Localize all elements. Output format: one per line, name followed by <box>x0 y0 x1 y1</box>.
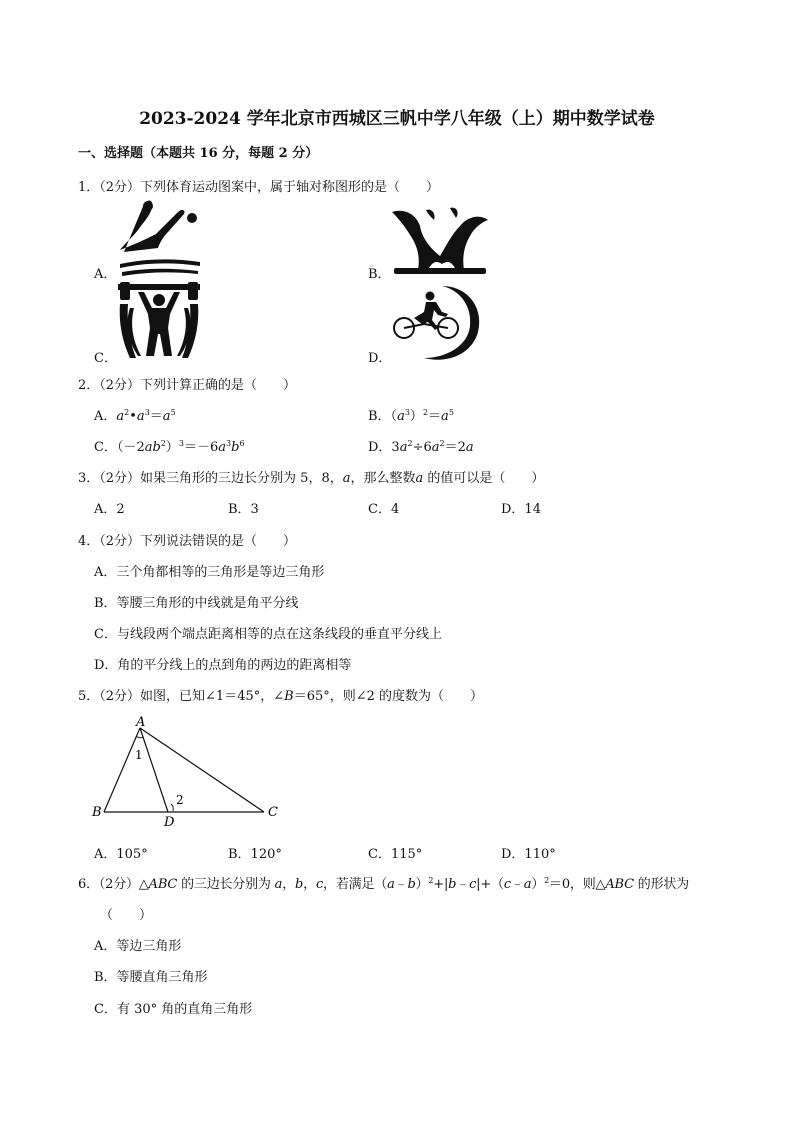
page-title: 2023-2024 学年北京市西城区三帆中学八年级（上）期中数学试卷 <box>139 109 655 129</box>
q2-option-b: B．$(a^3)^2=a^5$ <box>368 408 454 424</box>
triangle-figure <box>88 712 288 832</box>
point-d-label: D <box>164 815 175 830</box>
vertex-b-label: B <box>92 805 102 820</box>
q6-option-c: C．有 30° 角的直角三角形 <box>94 1002 253 1017</box>
section-heading: 一、选择题（本题共 16 分，每题 2 分） <box>78 146 319 161</box>
question-4-stem: 4．（2分）下列说法错误的是（ ） <box>78 534 297 549</box>
q5-option-b: B．120° <box>228 847 282 862</box>
q1-option-c-label: C． <box>94 351 117 366</box>
q3-option-c: C．4 <box>368 502 400 517</box>
question-3-stem: 3．（2分）如果三角形的三边长分别为 5，8，a，那么整数a 的值可以是（ ） <box>78 471 545 486</box>
q2-option-d: D．$3a^2\div 6a^2=2a$ <box>368 439 474 455</box>
q2-option-c: C．$(-2ab^2)^3=-6a^3b^6$ <box>94 439 245 455</box>
two-dancers-icon <box>390 204 490 276</box>
q3-option-b: B．3 <box>228 502 259 517</box>
q3-option-d: D．14 <box>501 502 541 517</box>
q5-option-d: D．110° <box>501 847 556 862</box>
q5-option-c: C．115° <box>368 847 423 862</box>
angle-1-label: 1 <box>135 748 143 762</box>
question-6-stem-continued: （ ） <box>100 908 153 923</box>
vertex-c-label: C <box>268 805 278 820</box>
vertex-a-label: A <box>136 715 146 730</box>
question-1-stem: 1．（2分）下列体育运动图案中，属于轴对称图形的是（ ） <box>78 180 440 195</box>
q1-option-a-label: A． <box>94 267 117 282</box>
q1-option-d-label: D． <box>368 351 392 366</box>
q2-option-a: A．$a^2•a^3=a^5$ <box>94 408 176 424</box>
q6-option-a: A．等边三角形 <box>94 939 182 954</box>
q1-option-b-label: B． <box>368 267 391 282</box>
q4-option-c: C．与线段两个端点距离相等的点在这条线段的垂直平分线上 <box>94 627 442 642</box>
q6-option-b: B．等腰直角三角形 <box>94 970 208 985</box>
q3-option-a: A．2 <box>94 502 125 517</box>
q5-option-a: A．105° <box>94 847 148 862</box>
weightlifter-icon <box>114 282 204 362</box>
question-6-stem: 6．（2分）△ABC 的三边长分别为 a，b，c，若满足（a﹣b）$^2$+|b﹣c|+（c﹣a）$^2$＝0，则△ABC 的形状为 <box>78 876 689 892</box>
cyclist-icon <box>390 284 482 364</box>
question-2-stem: 2．（2分）下列计算正确的是（ ） <box>78 378 297 393</box>
q4-option-a: A．三个角都相等的三角形是等边三角形 <box>94 565 325 580</box>
q4-option-b: B．等腰三角形的中线就是角平分线 <box>94 596 299 611</box>
angle-2-label: 2 <box>176 793 184 807</box>
volleyball-player-icon <box>112 198 204 278</box>
question-5-stem: 5．（2分）如图，已知∠1＝45°，∠B＝65°，则∠2 的度数为（ ） <box>78 689 484 704</box>
q4-option-d: D．角的平分线上的点到角的两边的距离相等 <box>94 658 352 673</box>
